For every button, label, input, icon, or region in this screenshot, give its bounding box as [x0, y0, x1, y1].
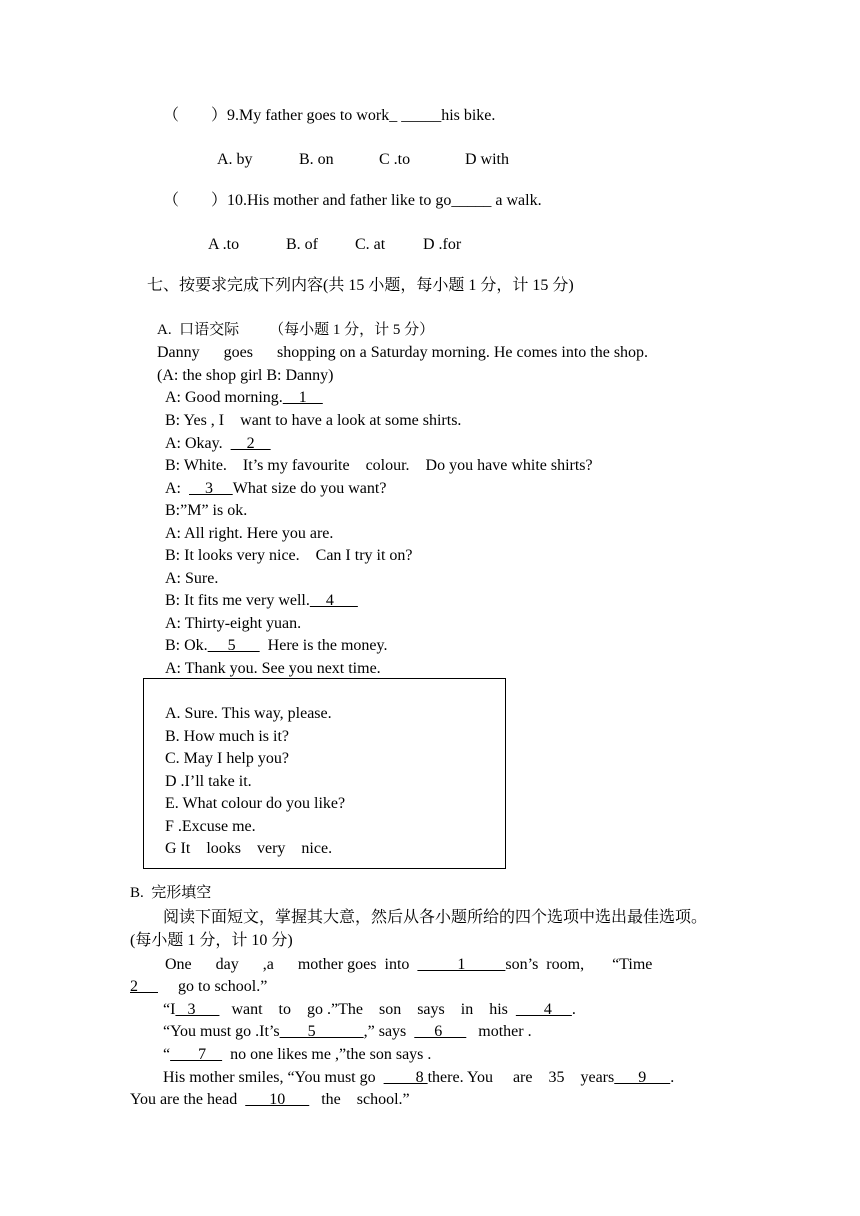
passage-text: His mother smiles, “You must go: [163, 1069, 384, 1086]
dialogue-line-5: [165, 479, 386, 499]
dialogue-line-1: [165, 388, 323, 408]
dialogue-line-10: [165, 591, 358, 611]
choice-g: G It looks very nice.: [165, 840, 333, 857]
passage-line-6: [163, 1068, 674, 1088]
cloze-blank-1[interactable]: 1: [417, 956, 506, 973]
dialogue-text: A:: [165, 480, 189, 497]
q10-option-a: A .to: [208, 236, 240, 253]
q9-option-d: D with: [465, 151, 509, 168]
part-a-roles: (A: the shop girl B: Danny): [157, 367, 334, 384]
q9-option-a: A. by: [217, 151, 253, 168]
dialogue-text: B: Ok.: [165, 637, 208, 654]
cloze-blank-8[interactable]: 8: [383, 1069, 428, 1086]
q9-option-b: B. on: [299, 151, 334, 168]
dialogue-line-13: A: Thank you. See you next time.: [165, 660, 381, 677]
part-a-intro: Danny goes shopping on a Saturday morning. He comes into the shop.: [157, 344, 649, 361]
q10-option-d: D .for: [423, 236, 462, 253]
dialogue-line-3: [165, 434, 271, 454]
cloze-blank-5[interactable]: 5: [279, 1023, 364, 1040]
passage-text: One day ,a mother goes into: [165, 956, 418, 973]
blank-3[interactable]: 3: [189, 480, 233, 497]
passage-text: You are the head: [130, 1091, 246, 1108]
choice-f: F .Excuse me.: [165, 818, 256, 835]
dialogue-line-4: B: White. It’s my favourite colour. Do you have white shirts?: [165, 457, 593, 474]
part-b-instruction: 阅读下面短文，掌握其大意，然后从各小题所给的四个选项中选出最佳选项。: [163, 909, 708, 926]
dialogue-text: A: Okay.: [165, 435, 231, 452]
choice-a: A. Sure. This way, please.: [165, 705, 332, 722]
passage-text: go to school.”: [158, 978, 268, 995]
dialogue-text: What size do you want?: [232, 480, 387, 497]
choice-b: B. How much is it?: [165, 728, 289, 745]
cloze-blank-9[interactable]: 9: [614, 1069, 671, 1086]
passage-text: “: [163, 1046, 171, 1063]
dialogue-text: B: It fits me very well.: [165, 592, 310, 609]
dialogue-text: A: Good morning.: [165, 389, 283, 406]
passage-line-3: [163, 1000, 576, 1020]
dialogue-line-6: B:”M” is ok.: [165, 502, 248, 519]
dialogue-line-9: A: Sure.: [165, 570, 219, 587]
part-a-title: [157, 320, 434, 340]
passage-text: son’s room, “Time: [505, 956, 653, 973]
blank-4[interactable]: 4: [309, 592, 358, 609]
part-a-title-text: A. 口语交际: [157, 322, 240, 338]
question-9-stem: （ ）9.My father goes to work_ _____his bike.: [163, 107, 496, 124]
passage-text: .: [670, 1069, 675, 1086]
passage-text: there. You are 35 years: [427, 1069, 615, 1086]
dialogue-line-12: [165, 636, 387, 656]
blank-5[interactable]: 5: [207, 637, 260, 654]
passage-text: mother .: [466, 1023, 532, 1040]
q10-option-c: C. at: [355, 236, 386, 253]
dialogue-line-7: A: All right. Here you are.: [165, 525, 334, 542]
dialogue-line-2: B: Yes , I want to have a look at some shirts.: [165, 412, 462, 429]
passage-text: want to go .”The son says in his: [219, 1001, 516, 1018]
dialogue-line-8: B: It looks very nice. Can I try it on?: [165, 547, 413, 564]
choice-c: C. May I help you?: [165, 750, 289, 767]
q9-option-c: C .to: [379, 151, 411, 168]
passage-text: no one likes me ,”the son says .: [222, 1046, 432, 1063]
section-7-title: 七、按要求完成下列内容(共 15 小题，每小题 1 分，计 15 分): [147, 277, 574, 294]
passage-text: “You must go .It’s: [163, 1023, 280, 1040]
cloze-blank-4[interactable]: 4: [515, 1001, 572, 1018]
part-b-score: (每小题 1 分，计 10 分): [130, 932, 293, 949]
passage-text: “I: [163, 1001, 176, 1018]
passage-line-2: [130, 977, 267, 997]
cloze-blank-2[interactable]: 2: [130, 978, 158, 995]
cloze-blank-3[interactable]: 3: [175, 1001, 220, 1018]
cloze-blank-10[interactable]: 10: [245, 1091, 310, 1108]
part-a-score: （每小题 1 分，计 5 分）: [269, 322, 435, 338]
part-b-title: B. 完形填空: [130, 885, 212, 901]
question-10-stem: （ ）10.His mother and father like to go_____ a walk.: [163, 192, 542, 209]
cloze-blank-6[interactable]: 6: [414, 1023, 467, 1040]
blank-1[interactable]: 1: [282, 389, 323, 406]
cloze-blank-7[interactable]: 7: [170, 1046, 223, 1063]
passage-text: the school.”: [309, 1091, 410, 1108]
q10-option-b: B. of: [286, 236, 318, 253]
passage-line-4: [163, 1022, 532, 1042]
dialogue-line-11: A: Thirty-eight yuan.: [165, 615, 302, 632]
passage-text: ,” says: [363, 1023, 415, 1040]
blank-2[interactable]: 2: [230, 435, 271, 452]
dialogue-text: Here is the money.: [259, 637, 388, 654]
passage-line-7: [130, 1090, 410, 1110]
passage-line-5: [163, 1045, 431, 1065]
choice-d: D .I’ll take it.: [165, 773, 252, 790]
passage-line-1: [165, 955, 652, 975]
choice-e: E. What colour do you like?: [165, 795, 346, 812]
passage-text: .: [571, 1001, 576, 1018]
